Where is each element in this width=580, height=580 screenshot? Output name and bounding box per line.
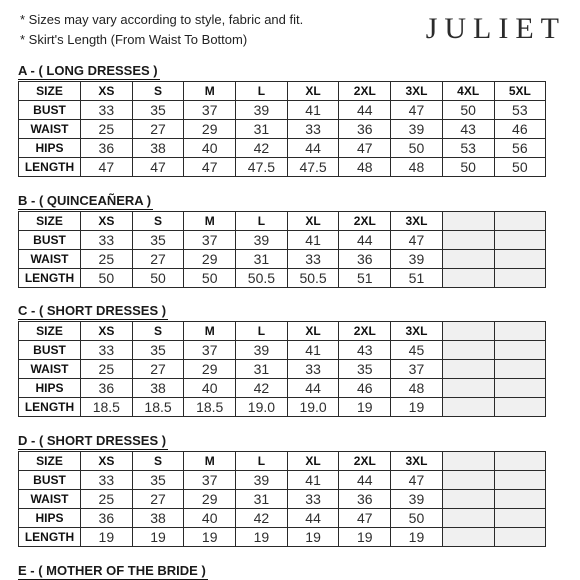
header-cell: 2XL	[339, 322, 391, 341]
measurement-cell: 47.5	[287, 158, 339, 177]
measurement-cell	[494, 360, 546, 379]
header-cell: M	[184, 452, 236, 471]
header-cell: 3XL	[391, 212, 443, 231]
measurement-cell	[442, 528, 494, 547]
measurement-cell: 29	[184, 490, 236, 509]
measurement-cell: 33	[81, 471, 133, 490]
table-row	[19, 139, 546, 158]
row-label: LENGTH	[19, 158, 81, 177]
measurement-cell: 33	[287, 120, 339, 139]
header-cell: M	[184, 82, 236, 101]
measurement-cell: 33	[81, 231, 133, 250]
measurement-cell: 35	[132, 101, 184, 120]
header-cell	[442, 212, 494, 231]
measurement-cell: 47	[339, 509, 391, 528]
row-label: WAIST	[19, 250, 81, 269]
measurement-cell: 27	[132, 120, 184, 139]
measurement-cell: 41	[287, 471, 339, 490]
table-row	[19, 509, 546, 528]
table-row	[19, 360, 546, 379]
measurement-cell: 19	[184, 528, 236, 547]
row-label: HIPS	[19, 509, 81, 528]
note-line: * Skirt's Length (From Waist To Bottom)	[20, 32, 248, 47]
header-cell	[442, 452, 494, 471]
measurement-cell: 51	[391, 269, 443, 288]
measurement-cell	[442, 250, 494, 269]
table-header-row	[19, 322, 546, 341]
measurement-cell: 36	[339, 120, 391, 139]
header-cell: M	[184, 322, 236, 341]
table-row	[19, 528, 546, 547]
table-row	[19, 101, 546, 120]
measurement-cell: 31	[236, 490, 288, 509]
measurement-cell: 19	[132, 528, 184, 547]
section-title: B - ( QUINCEAÑERA )	[18, 193, 152, 208]
measurement-cell: 39	[391, 490, 443, 509]
row-label: LENGTH	[19, 269, 81, 288]
header-cell: SIZE	[19, 322, 81, 341]
measurement-cell: 37	[184, 231, 236, 250]
measurement-cell: 19	[236, 528, 288, 547]
measurement-cell: 50	[132, 269, 184, 288]
measurement-cell: 44	[339, 101, 391, 120]
measurement-cell: 25	[81, 490, 133, 509]
measurement-cell: 19	[391, 398, 443, 417]
measurement-cell: 29	[184, 250, 236, 269]
measurement-cell: 39	[391, 250, 443, 269]
measurement-cell: 38	[132, 379, 184, 398]
size-section	[18, 62, 546, 177]
table-header-row	[19, 82, 546, 101]
row-label: BUST	[19, 341, 81, 360]
header-cell: S	[132, 452, 184, 471]
table-row	[19, 269, 546, 288]
measurement-cell: 18.5	[81, 398, 133, 417]
header-cell: SIZE	[19, 452, 81, 471]
row-label: WAIST	[19, 120, 81, 139]
measurement-cell: 36	[81, 509, 133, 528]
measurement-cell: 44	[287, 139, 339, 158]
measurement-cell: 35	[132, 341, 184, 360]
header-cell	[494, 452, 546, 471]
table-row	[19, 250, 546, 269]
header-cell: 2XL	[339, 452, 391, 471]
measurement-cell: 42	[236, 139, 288, 158]
header-cell: XL	[287, 82, 339, 101]
row-label: WAIST	[19, 360, 81, 379]
table-header-row	[19, 452, 546, 471]
measurement-cell: 53	[494, 101, 546, 120]
measurement-cell: 47	[132, 158, 184, 177]
measurement-cell: 27	[132, 360, 184, 379]
row-label: BUST	[19, 101, 81, 120]
measurement-cell	[494, 269, 546, 288]
size-table	[18, 321, 546, 417]
measurement-cell	[494, 341, 546, 360]
table-row	[19, 158, 546, 177]
header-cell: 2XL	[339, 212, 391, 231]
measurement-cell: 29	[184, 360, 236, 379]
measurement-cell: 39	[236, 231, 288, 250]
table-header-row	[19, 212, 546, 231]
header-cell: XL	[287, 212, 339, 231]
measurement-cell: 37	[184, 471, 236, 490]
measurement-cell	[494, 250, 546, 269]
measurement-cell: 50	[81, 269, 133, 288]
measurement-cell: 50	[391, 509, 443, 528]
measurement-cell: 47	[184, 158, 236, 177]
measurement-cell: 44	[287, 509, 339, 528]
measurement-cell: 33	[287, 360, 339, 379]
table-row	[19, 120, 546, 139]
header-cell: 3XL	[391, 82, 443, 101]
measurement-cell: 50.5	[236, 269, 288, 288]
row-label: HIPS	[19, 379, 81, 398]
size-table	[18, 451, 546, 547]
measurement-cell: 48	[391, 379, 443, 398]
measurement-cell: 47	[339, 139, 391, 158]
measurement-cell: 46	[494, 120, 546, 139]
measurement-cell: 44	[287, 379, 339, 398]
header-cell: M	[184, 212, 236, 231]
measurement-cell: 47	[391, 471, 443, 490]
measurement-cell: 50	[391, 139, 443, 158]
header-cell: L	[236, 82, 288, 101]
measurement-cell: 50	[494, 158, 546, 177]
header-cell: XL	[287, 322, 339, 341]
measurement-cell	[494, 398, 546, 417]
measurement-cell	[494, 509, 546, 528]
measurement-cell: 37	[391, 360, 443, 379]
measurement-cell: 19	[339, 398, 391, 417]
size-table	[18, 211, 546, 288]
measurement-cell: 35	[339, 360, 391, 379]
measurement-cell: 53	[442, 139, 494, 158]
header-cell	[494, 322, 546, 341]
measurement-cell: 35	[132, 471, 184, 490]
measurement-cell	[442, 379, 494, 398]
measurement-cell: 50.5	[287, 269, 339, 288]
measurement-cell: 47	[391, 101, 443, 120]
note-line: * Sizes may vary according to style, fabric and fit.	[20, 12, 304, 27]
header-cell: L	[236, 212, 288, 231]
section-title: C - ( SHORT DRESSES )	[18, 303, 167, 318]
measurement-cell: 25	[81, 360, 133, 379]
measurement-cell: 50	[184, 269, 236, 288]
measurement-cell: 37	[184, 101, 236, 120]
measurement-cell: 51	[339, 269, 391, 288]
measurement-cell: 50	[442, 101, 494, 120]
measurement-cell: 39	[236, 471, 288, 490]
section-title: D - ( SHORT DRESSES )	[18, 433, 167, 448]
measurement-cell: 31	[236, 120, 288, 139]
measurement-cell	[494, 379, 546, 398]
measurement-cell: 47.5	[236, 158, 288, 177]
measurement-cell: 33	[287, 250, 339, 269]
header-cell: 3XL	[391, 452, 443, 471]
measurement-cell	[442, 471, 494, 490]
row-label: WAIST	[19, 490, 81, 509]
header-cell: 4XL	[442, 82, 494, 101]
measurement-cell: 36	[81, 379, 133, 398]
measurement-cell: 56	[494, 139, 546, 158]
measurement-cell: 27	[132, 250, 184, 269]
measurement-cell: 31	[236, 250, 288, 269]
measurement-cell: 40	[184, 139, 236, 158]
measurement-cell	[494, 231, 546, 250]
size-section	[18, 432, 546, 547]
measurement-cell: 43	[442, 120, 494, 139]
measurement-cell: 36	[81, 139, 133, 158]
size-notes	[20, 10, 303, 50]
measurement-cell: 44	[339, 471, 391, 490]
measurement-cell: 35	[132, 231, 184, 250]
header-cell: L	[236, 452, 288, 471]
section-title: A - ( LONG DRESSES )	[18, 63, 158, 78]
measurement-cell: 19	[81, 528, 133, 547]
measurement-cell	[442, 269, 494, 288]
measurement-cell: 40	[184, 509, 236, 528]
measurement-cell: 39	[236, 341, 288, 360]
measurement-cell	[494, 471, 546, 490]
measurement-cell: 33	[287, 490, 339, 509]
measurement-cell: 29	[184, 120, 236, 139]
measurement-cell: 37	[184, 341, 236, 360]
measurement-cell: 18.5	[132, 398, 184, 417]
measurement-cell	[442, 398, 494, 417]
measurement-cell: 36	[339, 250, 391, 269]
row-label: HIPS	[19, 139, 81, 158]
header-cell: 5XL	[494, 82, 546, 101]
header-cell: L	[236, 322, 288, 341]
header-cell: SIZE	[19, 82, 81, 101]
measurement-cell: 47	[81, 158, 133, 177]
size-section	[18, 562, 546, 580]
measurement-cell: 19.0	[287, 398, 339, 417]
measurement-cell: 19	[391, 528, 443, 547]
measurement-cell: 38	[132, 139, 184, 158]
measurement-cell: 36	[339, 490, 391, 509]
header-cell: XS	[81, 322, 133, 341]
measurement-cell: 19	[339, 528, 391, 547]
measurement-cell: 50	[442, 158, 494, 177]
header-cell: 2XL	[339, 82, 391, 101]
brand-logo: JULIET	[425, 12, 566, 45]
measurement-cell: 25	[81, 120, 133, 139]
measurement-cell: 39	[391, 120, 443, 139]
measurement-cell	[494, 528, 546, 547]
table-row	[19, 398, 546, 417]
measurement-cell: 47	[391, 231, 443, 250]
header-cell: S	[132, 82, 184, 101]
section-title: E - ( MOTHER OF THE BRIDE )	[18, 563, 206, 578]
header-cell: XS	[81, 212, 133, 231]
measurement-cell	[442, 231, 494, 250]
measurement-cell: 19.0	[236, 398, 288, 417]
measurement-cell: 46	[339, 379, 391, 398]
measurement-cell: 42	[236, 509, 288, 528]
table-row	[19, 471, 546, 490]
table-row	[19, 231, 546, 250]
size-section	[18, 302, 546, 417]
row-label: LENGTH	[19, 528, 81, 547]
measurement-cell: 41	[287, 341, 339, 360]
measurement-cell: 38	[132, 509, 184, 528]
header-cell: XS	[81, 452, 133, 471]
header-cell: XL	[287, 452, 339, 471]
table-row	[19, 341, 546, 360]
measurement-cell: 27	[132, 490, 184, 509]
measurement-cell	[494, 490, 546, 509]
measurement-cell: 40	[184, 379, 236, 398]
measurement-cell	[442, 509, 494, 528]
measurement-cell: 43	[339, 341, 391, 360]
row-label: BUST	[19, 231, 81, 250]
measurement-cell: 45	[391, 341, 443, 360]
header-cell: S	[132, 212, 184, 231]
measurement-cell: 41	[287, 101, 339, 120]
size-section	[18, 192, 546, 288]
measurement-cell: 31	[236, 360, 288, 379]
measurement-cell: 48	[391, 158, 443, 177]
row-label: BUST	[19, 471, 81, 490]
measurement-cell	[442, 360, 494, 379]
header-cell	[442, 322, 494, 341]
size-table	[18, 81, 546, 177]
measurement-cell: 19	[287, 528, 339, 547]
measurement-cell	[442, 490, 494, 509]
measurement-cell: 33	[81, 101, 133, 120]
measurement-cell: 18.5	[184, 398, 236, 417]
measurement-cell: 39	[236, 101, 288, 120]
measurement-cell: 44	[339, 231, 391, 250]
measurement-cell: 25	[81, 250, 133, 269]
header-cell: XS	[81, 82, 133, 101]
header-cell: SIZE	[19, 212, 81, 231]
row-label: LENGTH	[19, 398, 81, 417]
header-cell: S	[132, 322, 184, 341]
measurement-cell: 48	[339, 158, 391, 177]
measurement-cell: 42	[236, 379, 288, 398]
header-cell: 3XL	[391, 322, 443, 341]
table-row	[19, 490, 546, 509]
measurement-cell: 33	[81, 341, 133, 360]
header-cell	[494, 212, 546, 231]
measurement-cell: 41	[287, 231, 339, 250]
table-row	[19, 379, 546, 398]
measurement-cell	[442, 341, 494, 360]
